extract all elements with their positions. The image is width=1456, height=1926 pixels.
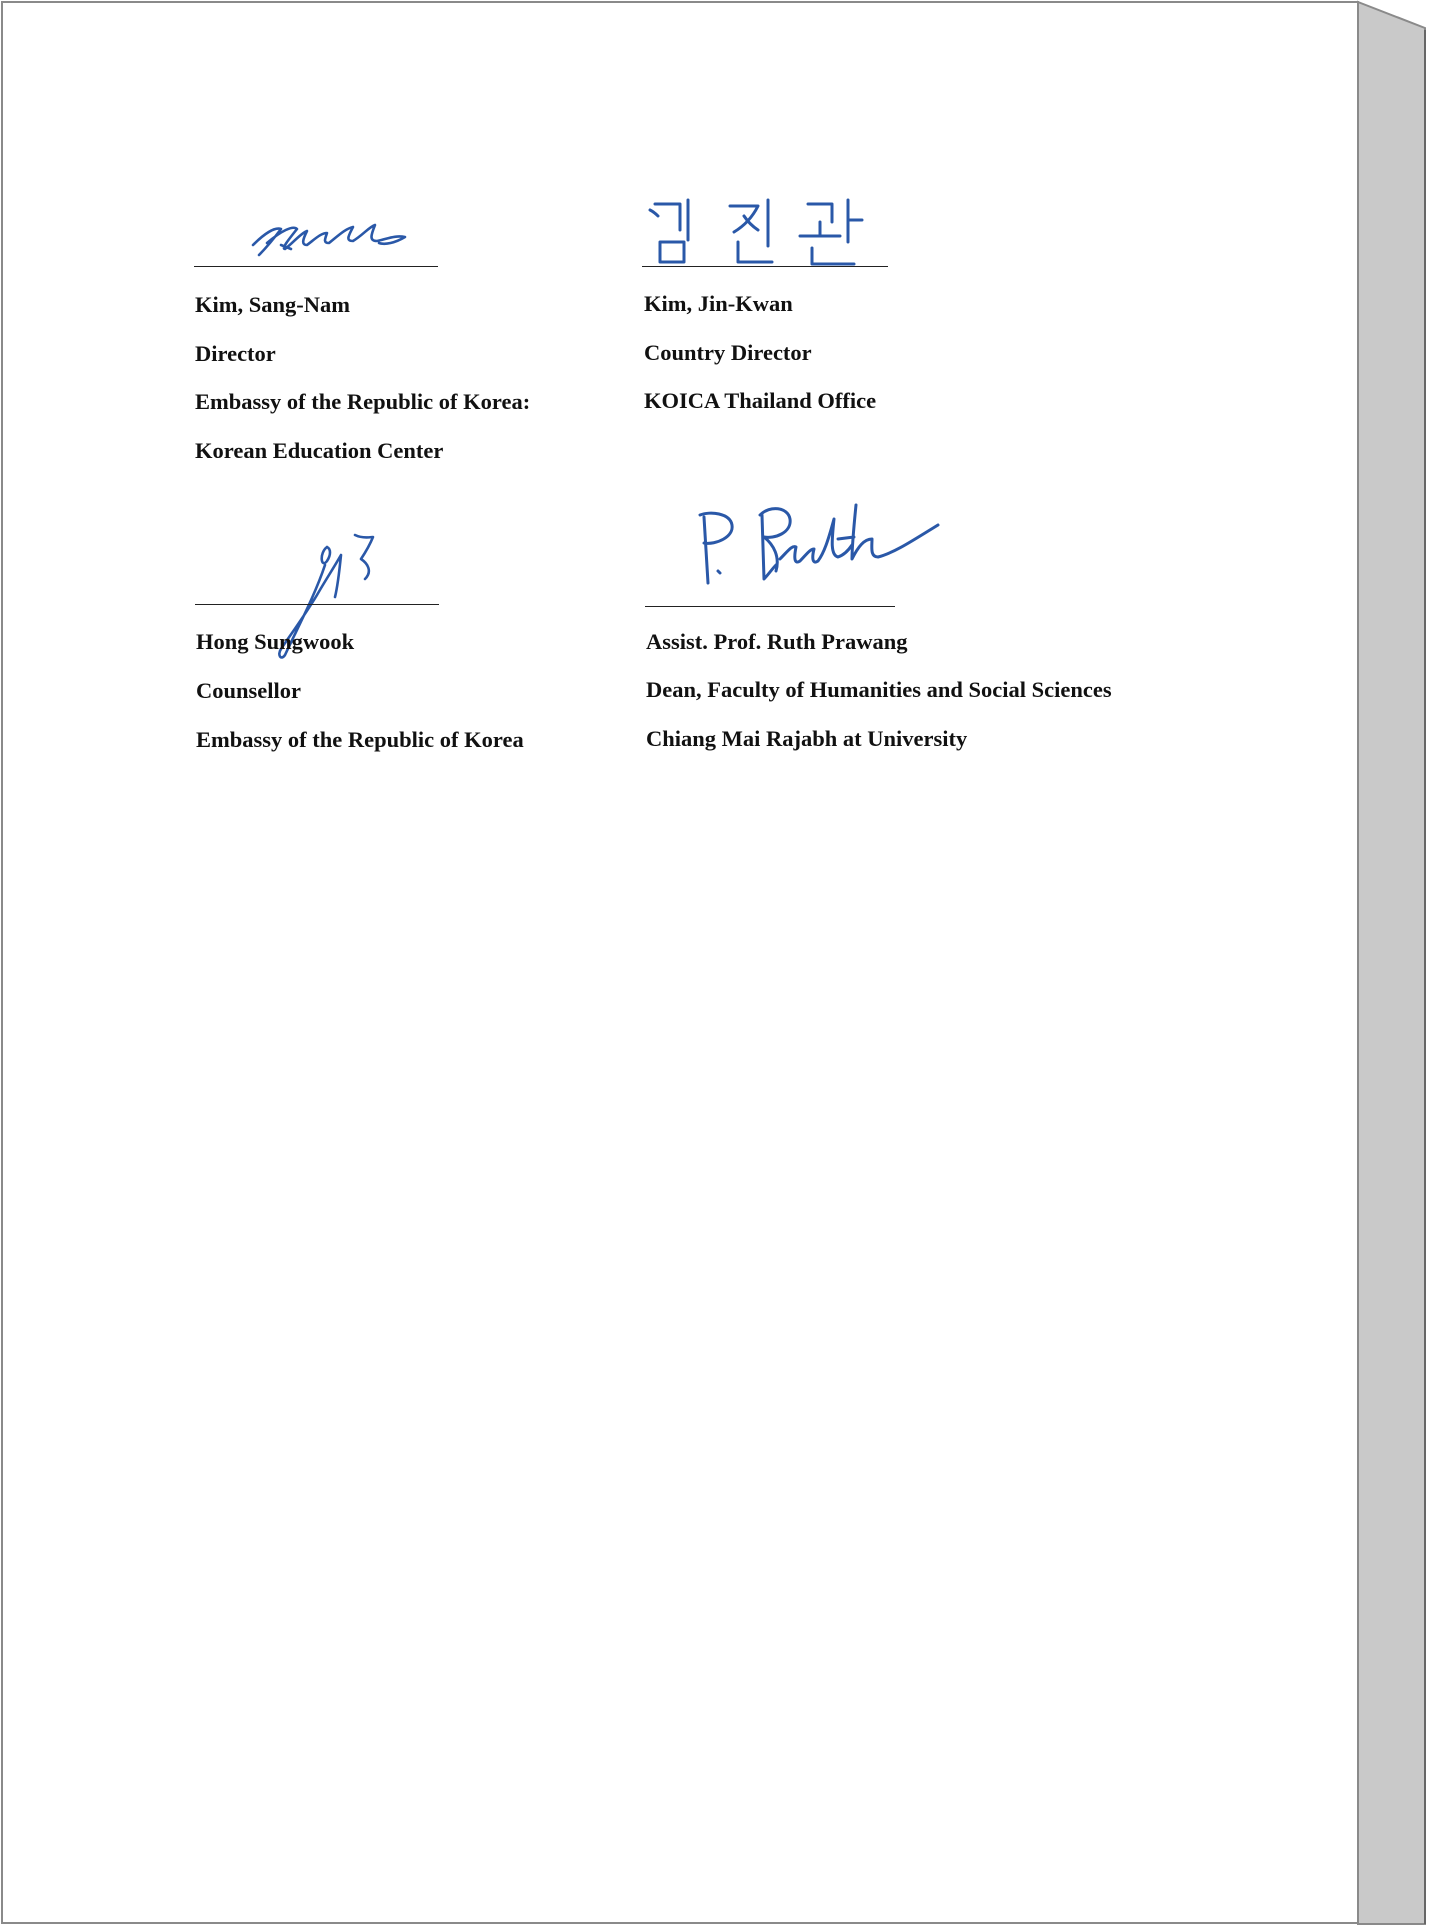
signatory-title: Counsellor bbox=[196, 678, 302, 703]
page-side-edge bbox=[1358, 2, 1425, 1924]
handwritten-signature-2 bbox=[640, 192, 890, 272]
signature-line-3 bbox=[195, 604, 439, 605]
signature-line-4 bbox=[645, 606, 895, 607]
signatory-organization: KOICA Thailand Office bbox=[644, 388, 877, 413]
signatory-name: Kim, Jin-Kwan bbox=[644, 291, 793, 316]
signatory-organization: Embassy of the Republic of Korea bbox=[196, 727, 524, 752]
handwritten-signature-1 bbox=[245, 205, 470, 265]
signatory-name: Assist. Prof. Ruth Prawang bbox=[646, 629, 908, 654]
signatory-organization: Embassy of the Republic of Korea: bbox=[195, 389, 531, 414]
signatory-name: Hong Sungwook bbox=[196, 629, 355, 654]
signatory-title: Director bbox=[195, 341, 276, 366]
signatory-title: Dean, Faculty of Humanities and Social Sciences bbox=[646, 677, 1112, 702]
signature-line-1 bbox=[194, 266, 438, 267]
signatory-name: Kim, Sang-Nam bbox=[195, 292, 351, 317]
signature-line-2 bbox=[642, 266, 888, 267]
signatory-title: Country Director bbox=[644, 340, 812, 365]
handwritten-signature-4 bbox=[680, 495, 950, 595]
signatory-organization-line2: Korean Education Center bbox=[195, 438, 444, 463]
signatory-organization: Chiang Mai Rajabh at University bbox=[646, 726, 968, 751]
